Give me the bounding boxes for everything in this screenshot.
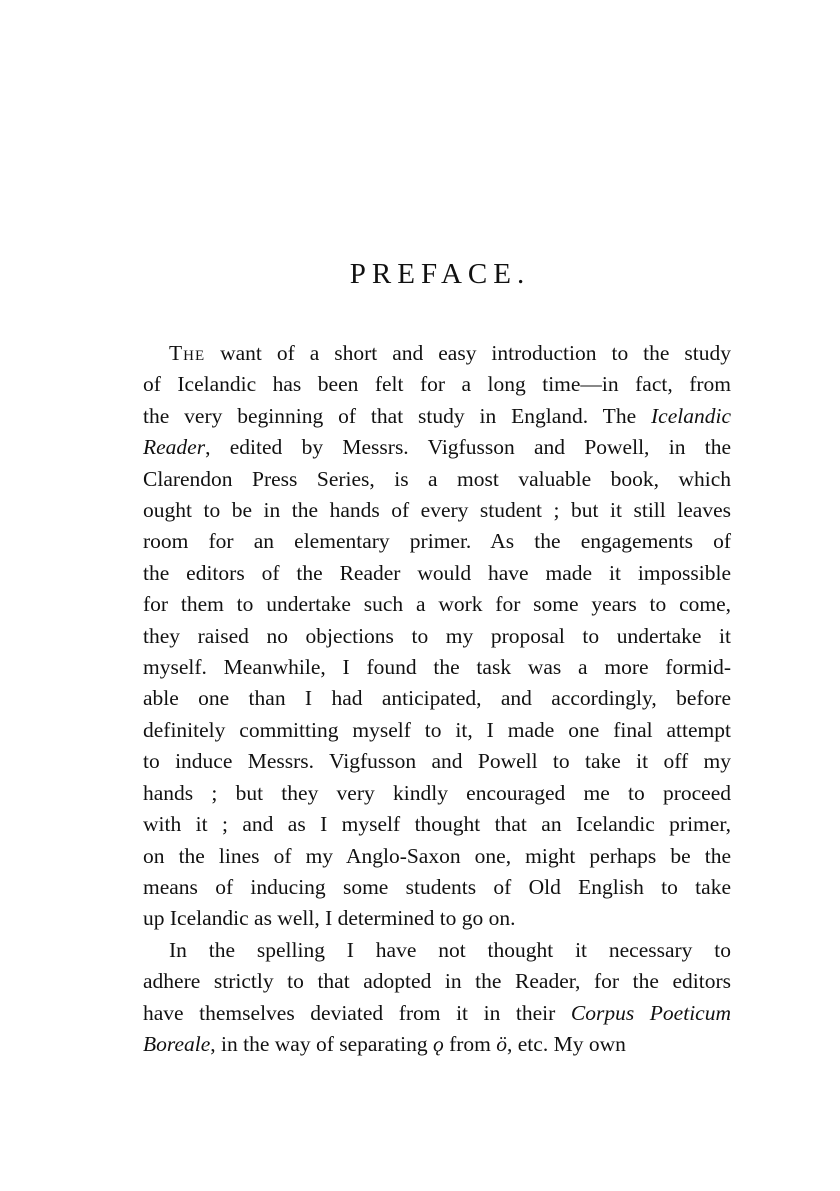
text-line bbox=[143, 401, 731, 432]
italic-text: Corpus Poeticum bbox=[570, 1000, 731, 1025]
text-line bbox=[143, 558, 731, 589]
text-run: up Icelandic as well, I determined to go on. bbox=[143, 906, 516, 931]
text-run: , etc. My own bbox=[507, 1031, 626, 1056]
text-run: hands ; but they very kindly encouraged me to proceed bbox=[143, 780, 731, 805]
text-line bbox=[143, 809, 731, 840]
italic-text: Boreale bbox=[143, 1031, 211, 1056]
text-run: of Icelandic has been felt for a long time—in fact, from bbox=[143, 372, 731, 397]
text-run: ought to be in the hands of every student ; but it still leaves bbox=[143, 498, 731, 523]
text-run: the editors of the Reader would have made it impossible bbox=[143, 560, 731, 585]
text-run: able one than I had anticipated, and accordingly, before bbox=[143, 686, 731, 711]
text-line bbox=[143, 369, 731, 400]
text-line bbox=[143, 338, 731, 369]
italic-text: ǫ bbox=[432, 1031, 444, 1056]
page-title: PREFACE. bbox=[349, 258, 531, 290]
text-run: want of a short and easy introduction to the study bbox=[205, 341, 731, 365]
italic-text: Reader bbox=[143, 435, 206, 460]
text-line bbox=[143, 935, 731, 966]
text-line bbox=[143, 683, 731, 714]
text-run: they raised no objections to my proposal to undertake it bbox=[143, 623, 731, 648]
text-run: myself. Meanwhile, I found the task was a more formid- bbox=[143, 655, 731, 680]
paragraph bbox=[143, 338, 731, 935]
text-line bbox=[143, 652, 731, 683]
text-run: definitely committing myself to it, I made one final attempt bbox=[143, 717, 731, 742]
text-line bbox=[143, 841, 731, 872]
text-line bbox=[143, 715, 731, 746]
text-line bbox=[143, 464, 731, 495]
paragraph bbox=[143, 935, 731, 1061]
text-run: In the spelling I have not thought it necessary to bbox=[169, 937, 731, 962]
text-line bbox=[143, 1029, 731, 1060]
text-run: have themselves deviated from it in their bbox=[143, 1000, 571, 1025]
text-line bbox=[143, 778, 731, 809]
text-line bbox=[143, 966, 731, 997]
text-run: to induce Messrs. Vigfusson and Powell to take it off my bbox=[143, 749, 731, 774]
preface-body bbox=[143, 338, 731, 1060]
text-line bbox=[143, 621, 731, 652]
text-run: adhere strictly to that adopted in the Reader, for the editors bbox=[143, 969, 731, 994]
text-run: for them to undertake such a work for some years to come, bbox=[143, 592, 731, 617]
text-run: , in the way of separating bbox=[210, 1031, 433, 1056]
text-line bbox=[143, 589, 731, 620]
text-line bbox=[143, 526, 731, 557]
text-run: room for an elementary primer. As the engagements of bbox=[143, 529, 731, 554]
text-line bbox=[143, 495, 731, 526]
small-caps-text: The bbox=[169, 341, 206, 365]
text-line bbox=[143, 903, 731, 934]
text-run: with it ; and as I myself thought that an Icelandic primer, bbox=[143, 812, 731, 837]
italic-text: Icelandic bbox=[651, 403, 731, 428]
text-run: from bbox=[443, 1031, 497, 1056]
text-line bbox=[143, 872, 731, 903]
text-line bbox=[143, 432, 731, 463]
text-run: Clarendon Press Series, is a most valuable book, which bbox=[143, 466, 731, 491]
text-run: means of inducing some students of Old English to take bbox=[143, 874, 731, 899]
text-line bbox=[143, 998, 731, 1029]
italic-text: ö bbox=[496, 1031, 508, 1056]
text-line bbox=[143, 746, 731, 777]
text-run: , edited by Messrs. Vigfusson and Powell, in the bbox=[205, 435, 731, 460]
text-run: the very beginning of that study in England. The bbox=[143, 403, 651, 428]
text-run: on the lines of my Anglo-Saxon one, might perhaps be the bbox=[143, 843, 731, 868]
